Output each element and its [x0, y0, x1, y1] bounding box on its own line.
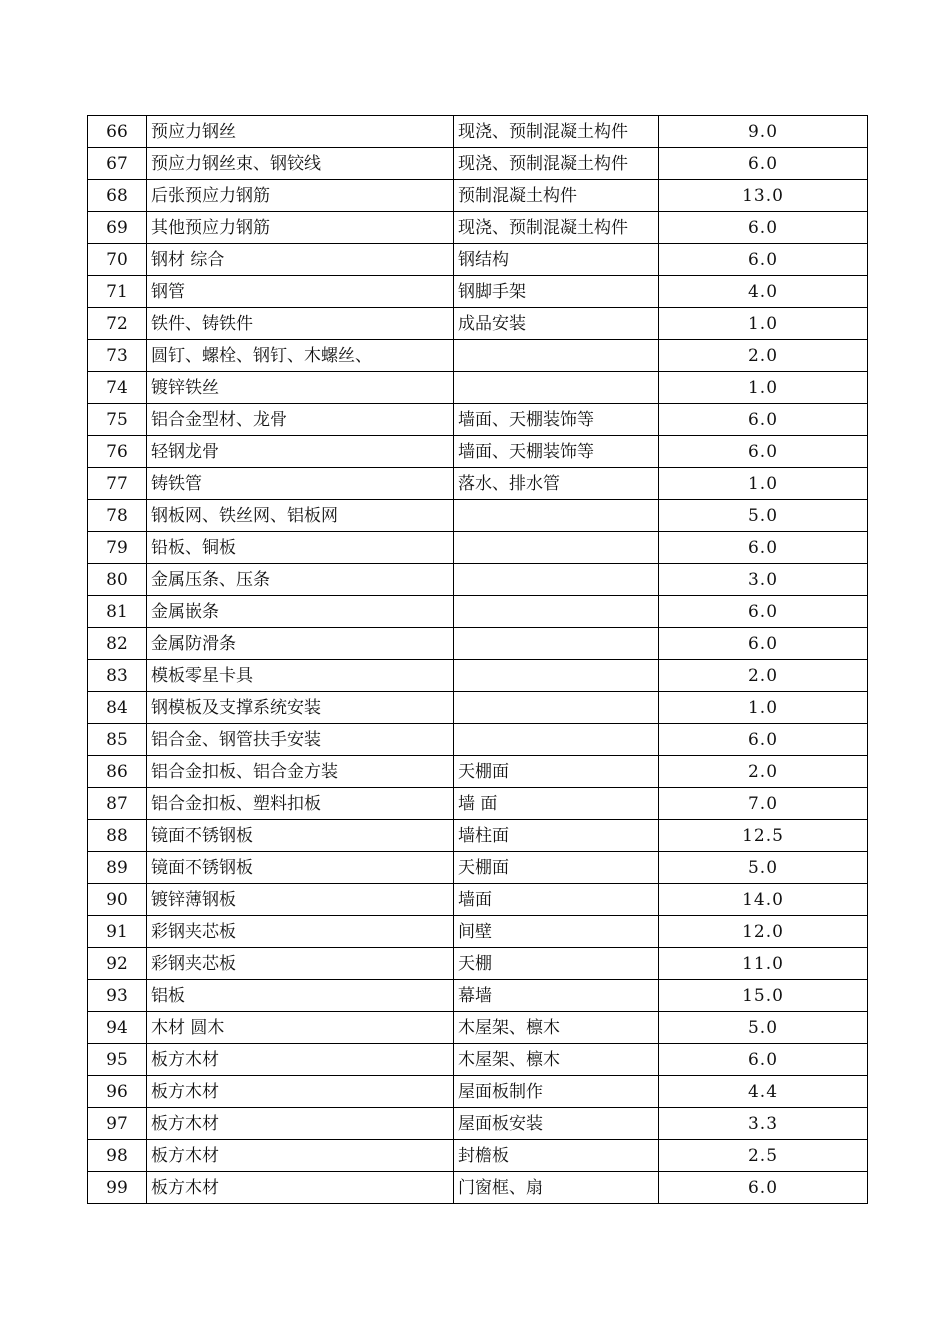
loss-rate-cell: 5.0	[659, 500, 868, 532]
row-number-cell: 81	[88, 596, 147, 628]
loss-rate-cell: 4.4	[659, 1076, 868, 1108]
table-row	[88, 1012, 868, 1044]
loss-rate-cell: 3.0	[659, 564, 868, 596]
material-name-cell: 后张预应力钢筋	[147, 180, 454, 212]
loss-rate-cell: 6.0	[659, 724, 868, 756]
loss-rate-cell: 12.0	[659, 916, 868, 948]
usage-cell: 墙面、天棚装饰等	[454, 436, 659, 468]
loss-rate-cell: 2.0	[659, 756, 868, 788]
row-number-cell: 94	[88, 1012, 147, 1044]
usage-cell	[454, 532, 659, 564]
usage-cell: 墙面、天棚装饰等	[454, 404, 659, 436]
table-row	[88, 340, 868, 372]
loss-rate-cell: 14.0	[659, 884, 868, 916]
table-row	[88, 180, 868, 212]
material-name-cell: 轻钢龙骨	[147, 436, 454, 468]
material-name-cell: 镀锌薄钢板	[147, 884, 454, 916]
table-row	[88, 756, 868, 788]
usage-cell: 落水、排水管	[454, 468, 659, 500]
loss-rate-cell: 6.0	[659, 1172, 868, 1204]
loss-rate-cell: 6.0	[659, 148, 868, 180]
row-number-cell: 77	[88, 468, 147, 500]
usage-cell: 现浇、预制混凝土构件	[454, 212, 659, 244]
material-name-cell: 其他预应力钢筋	[147, 212, 454, 244]
usage-cell: 墙 面	[454, 788, 659, 820]
table-row	[88, 1172, 868, 1204]
material-name-cell: 钢材 综合	[147, 244, 454, 276]
usage-cell: 幕墙	[454, 980, 659, 1012]
usage-cell: 屋面板制作	[454, 1076, 659, 1108]
usage-cell	[454, 724, 659, 756]
loss-rate-cell: 13.0	[659, 180, 868, 212]
material-name-cell: 铝合金、钢管扶手安装	[147, 724, 454, 756]
usage-cell: 天棚面	[454, 852, 659, 884]
table-row	[88, 852, 868, 884]
row-number-cell: 82	[88, 628, 147, 660]
usage-cell	[454, 564, 659, 596]
usage-cell	[454, 500, 659, 532]
table-row	[88, 788, 868, 820]
usage-cell: 天棚	[454, 948, 659, 980]
material-name-cell: 铝合金扣板、铝合金方装	[147, 756, 454, 788]
material-name-cell: 钢板网、铁丝网、铝板网	[147, 500, 454, 532]
row-number-cell: 97	[88, 1108, 147, 1140]
table-row	[88, 596, 868, 628]
usage-cell: 屋面板安装	[454, 1108, 659, 1140]
material-name-cell: 板方木材	[147, 1076, 454, 1108]
loss-rate-cell: 2.0	[659, 340, 868, 372]
material-name-cell: 板方木材	[147, 1044, 454, 1076]
material-name-cell: 镜面不锈钢板	[147, 820, 454, 852]
material-name-cell: 镜面不锈钢板	[147, 852, 454, 884]
loss-rate-cell: 6.0	[659, 436, 868, 468]
material-name-cell: 铝合金型材、龙骨	[147, 404, 454, 436]
material-name-cell: 金属嵌条	[147, 596, 454, 628]
material-name-cell: 圆钉、螺栓、钢钉、木螺丝、	[147, 340, 454, 372]
row-number-cell: 83	[88, 660, 147, 692]
row-number-cell: 98	[88, 1140, 147, 1172]
loss-rate-cell: 6.0	[659, 1044, 868, 1076]
usage-cell: 天棚面	[454, 756, 659, 788]
row-number-cell: 85	[88, 724, 147, 756]
loss-rate-cell: 15.0	[659, 980, 868, 1012]
loss-rate-cell: 5.0	[659, 1012, 868, 1044]
table-row	[88, 1108, 868, 1140]
row-number-cell: 66	[88, 116, 147, 148]
table-row	[88, 948, 868, 980]
usage-cell	[454, 372, 659, 404]
table-row	[88, 820, 868, 852]
loss-rate-cell: 1.0	[659, 692, 868, 724]
material-name-cell: 板方木材	[147, 1108, 454, 1140]
material-name-cell: 铅板、铜板	[147, 532, 454, 564]
table-row	[88, 660, 868, 692]
usage-cell: 预制混凝土构件	[454, 180, 659, 212]
row-number-cell: 78	[88, 500, 147, 532]
row-number-cell: 90	[88, 884, 147, 916]
loss-rate-cell: 6.0	[659, 628, 868, 660]
material-name-cell: 铸铁管	[147, 468, 454, 500]
row-number-cell: 74	[88, 372, 147, 404]
material-name-cell: 铝板	[147, 980, 454, 1012]
row-number-cell: 69	[88, 212, 147, 244]
material-name-cell: 金属压条、压条	[147, 564, 454, 596]
loss-rate-cell: 12.5	[659, 820, 868, 852]
material-name-cell: 镀锌铁丝	[147, 372, 454, 404]
material-name-cell: 钢模板及支撑系统安装	[147, 692, 454, 724]
loss-rate-cell: 4.0	[659, 276, 868, 308]
usage-cell	[454, 692, 659, 724]
table-row	[88, 404, 868, 436]
row-number-cell: 86	[88, 756, 147, 788]
usage-cell: 墙面	[454, 884, 659, 916]
table-row	[88, 244, 868, 276]
usage-cell: 现浇、预制混凝土构件	[454, 116, 659, 148]
loss-rate-cell: 11.0	[659, 948, 868, 980]
material-loss-table	[87, 115, 868, 1204]
row-number-cell: 68	[88, 180, 147, 212]
table-row	[88, 692, 868, 724]
row-number-cell: 99	[88, 1172, 147, 1204]
loss-rate-cell: 7.0	[659, 788, 868, 820]
row-number-cell: 96	[88, 1076, 147, 1108]
loss-rate-cell: 2.0	[659, 660, 868, 692]
usage-cell: 钢脚手架	[454, 276, 659, 308]
table-row	[88, 212, 868, 244]
usage-cell: 钢结构	[454, 244, 659, 276]
table-row	[88, 724, 868, 756]
loss-rate-cell: 6.0	[659, 244, 868, 276]
row-number-cell: 89	[88, 852, 147, 884]
usage-cell	[454, 628, 659, 660]
loss-rate-cell: 6.0	[659, 532, 868, 564]
material-name-cell: 木材 圆木	[147, 1012, 454, 1044]
material-name-cell: 预应力钢丝	[147, 116, 454, 148]
material-name-cell: 金属防滑条	[147, 628, 454, 660]
usage-cell: 墙柱面	[454, 820, 659, 852]
row-number-cell: 87	[88, 788, 147, 820]
loss-rate-cell: 2.5	[659, 1140, 868, 1172]
table-row	[88, 628, 868, 660]
table-row	[88, 468, 868, 500]
row-number-cell: 91	[88, 916, 147, 948]
table-row	[88, 532, 868, 564]
loss-rate-cell: 5.0	[659, 852, 868, 884]
row-number-cell: 95	[88, 1044, 147, 1076]
table-row	[88, 372, 868, 404]
row-number-cell: 73	[88, 340, 147, 372]
material-name-cell: 板方木材	[147, 1172, 454, 1204]
table-row	[88, 148, 868, 180]
usage-cell: 间壁	[454, 916, 659, 948]
row-number-cell: 76	[88, 436, 147, 468]
table-row	[88, 500, 868, 532]
table-row	[88, 1044, 868, 1076]
table-row	[88, 980, 868, 1012]
material-name-cell: 铁件、铸铁件	[147, 308, 454, 340]
table-row	[88, 1076, 868, 1108]
table-row	[88, 1140, 868, 1172]
material-name-cell: 彩钢夹芯板	[147, 916, 454, 948]
row-number-cell: 72	[88, 308, 147, 340]
row-number-cell: 79	[88, 532, 147, 564]
usage-cell: 门窗框、扇	[454, 1172, 659, 1204]
loss-rate-cell: 6.0	[659, 404, 868, 436]
material-name-cell: 预应力钢丝束、钢铰线	[147, 148, 454, 180]
loss-rate-cell: 9.0	[659, 116, 868, 148]
usage-cell: 封檐板	[454, 1140, 659, 1172]
table-body	[88, 116, 868, 1204]
table-row	[88, 436, 868, 468]
usage-cell: 成品安装	[454, 308, 659, 340]
row-number-cell: 92	[88, 948, 147, 980]
loss-rate-cell: 6.0	[659, 596, 868, 628]
material-name-cell: 钢管	[147, 276, 454, 308]
row-number-cell: 80	[88, 564, 147, 596]
material-name-cell: 铝合金扣板、塑料扣板	[147, 788, 454, 820]
row-number-cell: 67	[88, 148, 147, 180]
loss-rate-cell: 6.0	[659, 212, 868, 244]
row-number-cell: 70	[88, 244, 147, 276]
table-row	[88, 276, 868, 308]
material-name-cell: 板方木材	[147, 1140, 454, 1172]
row-number-cell: 71	[88, 276, 147, 308]
row-number-cell: 88	[88, 820, 147, 852]
table-row	[88, 308, 868, 340]
table-row	[88, 564, 868, 596]
usage-cell	[454, 596, 659, 628]
material-name-cell: 彩钢夹芯板	[147, 948, 454, 980]
loss-rate-cell: 1.0	[659, 468, 868, 500]
table-row	[88, 916, 868, 948]
row-number-cell: 93	[88, 980, 147, 1012]
usage-cell: 木屋架、檩木	[454, 1044, 659, 1076]
material-name-cell: 模板零星卡具	[147, 660, 454, 692]
table-row	[88, 116, 868, 148]
row-number-cell: 75	[88, 404, 147, 436]
usage-cell: 木屋架、檩木	[454, 1012, 659, 1044]
usage-cell	[454, 660, 659, 692]
table-row	[88, 884, 868, 916]
usage-cell: 现浇、预制混凝土构件	[454, 148, 659, 180]
row-number-cell: 84	[88, 692, 147, 724]
usage-cell	[454, 340, 659, 372]
loss-rate-cell: 1.0	[659, 372, 868, 404]
loss-rate-cell: 3.3	[659, 1108, 868, 1140]
loss-rate-cell: 1.0	[659, 308, 868, 340]
